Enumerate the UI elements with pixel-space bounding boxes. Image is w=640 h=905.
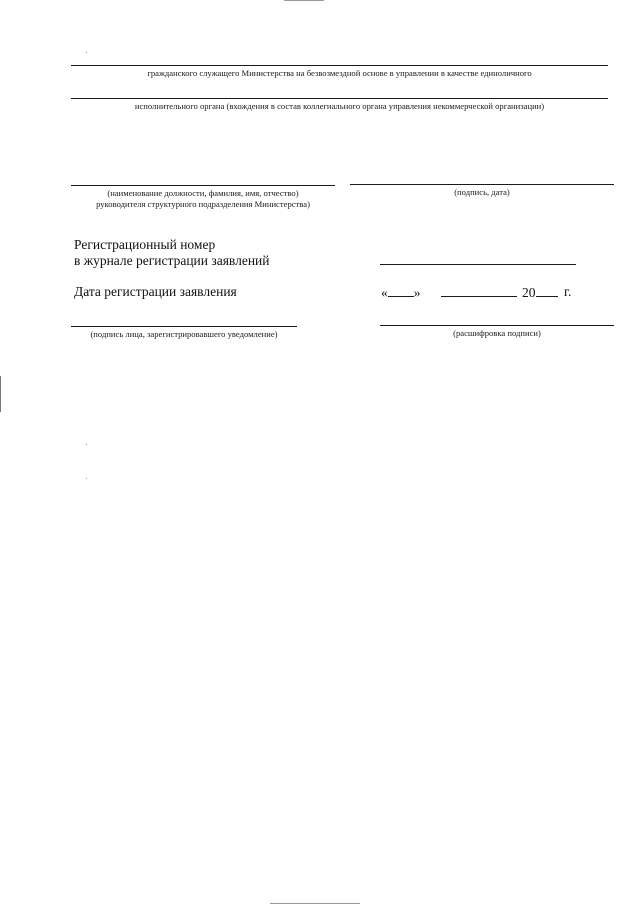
scan-mark-bottom <box>270 903 360 904</box>
day-field[interactable] <box>388 284 414 297</box>
header-rule-1 <box>71 65 608 66</box>
registration-number-field[interactable] <box>380 264 576 265</box>
registrar-signature-rule <box>71 326 297 327</box>
registration-date-line <box>381 284 421 301</box>
registrar-signature-caption: (подпись лица, зарегистрировавшего уведомление) <box>90 329 278 339</box>
header-text-1: гражданского служащего Министерства на безвозмездной основе в управлении в качестве единоличного <box>147 68 532 78</box>
year-field[interactable] <box>536 284 558 297</box>
registration-date-label: Дата регистрации заявления <box>74 284 237 299</box>
header-text-2: исполнительного органа (вхождения в состав коллегиального органа управления некоммерческой организации) <box>134 101 545 111</box>
signature-date-caption: (подпись, дата) <box>454 187 510 197</box>
position-name-rule <box>71 185 335 186</box>
scan-dot <box>86 478 87 479</box>
signature-date-rule <box>350 184 614 185</box>
scan-dot <box>86 444 87 445</box>
year-suffix: г. <box>564 284 572 299</box>
registration-number-label-1: Регистрационный номер <box>74 237 216 252</box>
year-prefix: 20 <box>522 285 536 300</box>
close-quote: » <box>413 285 421 300</box>
scan-mark-top <box>284 0 324 1</box>
header-rule-2 <box>71 98 608 99</box>
year-group <box>522 284 558 301</box>
open-quote: « <box>381 285 388 300</box>
registration-number-label-2: в журнале регистрации заявлений <box>74 253 270 268</box>
signature-decoding-caption: (расшифровка подписи) <box>453 328 541 338</box>
scan-dot <box>86 52 87 53</box>
signature-decoding-rule <box>380 325 614 326</box>
position-name-caption: (наименование должности, фамилия, имя, отчество) <box>107 188 299 198</box>
scan-mark-left <box>0 376 1 412</box>
department-head-caption: руководителя структурного подразделения Министерства) <box>96 199 310 209</box>
month-field[interactable] <box>441 296 517 297</box>
